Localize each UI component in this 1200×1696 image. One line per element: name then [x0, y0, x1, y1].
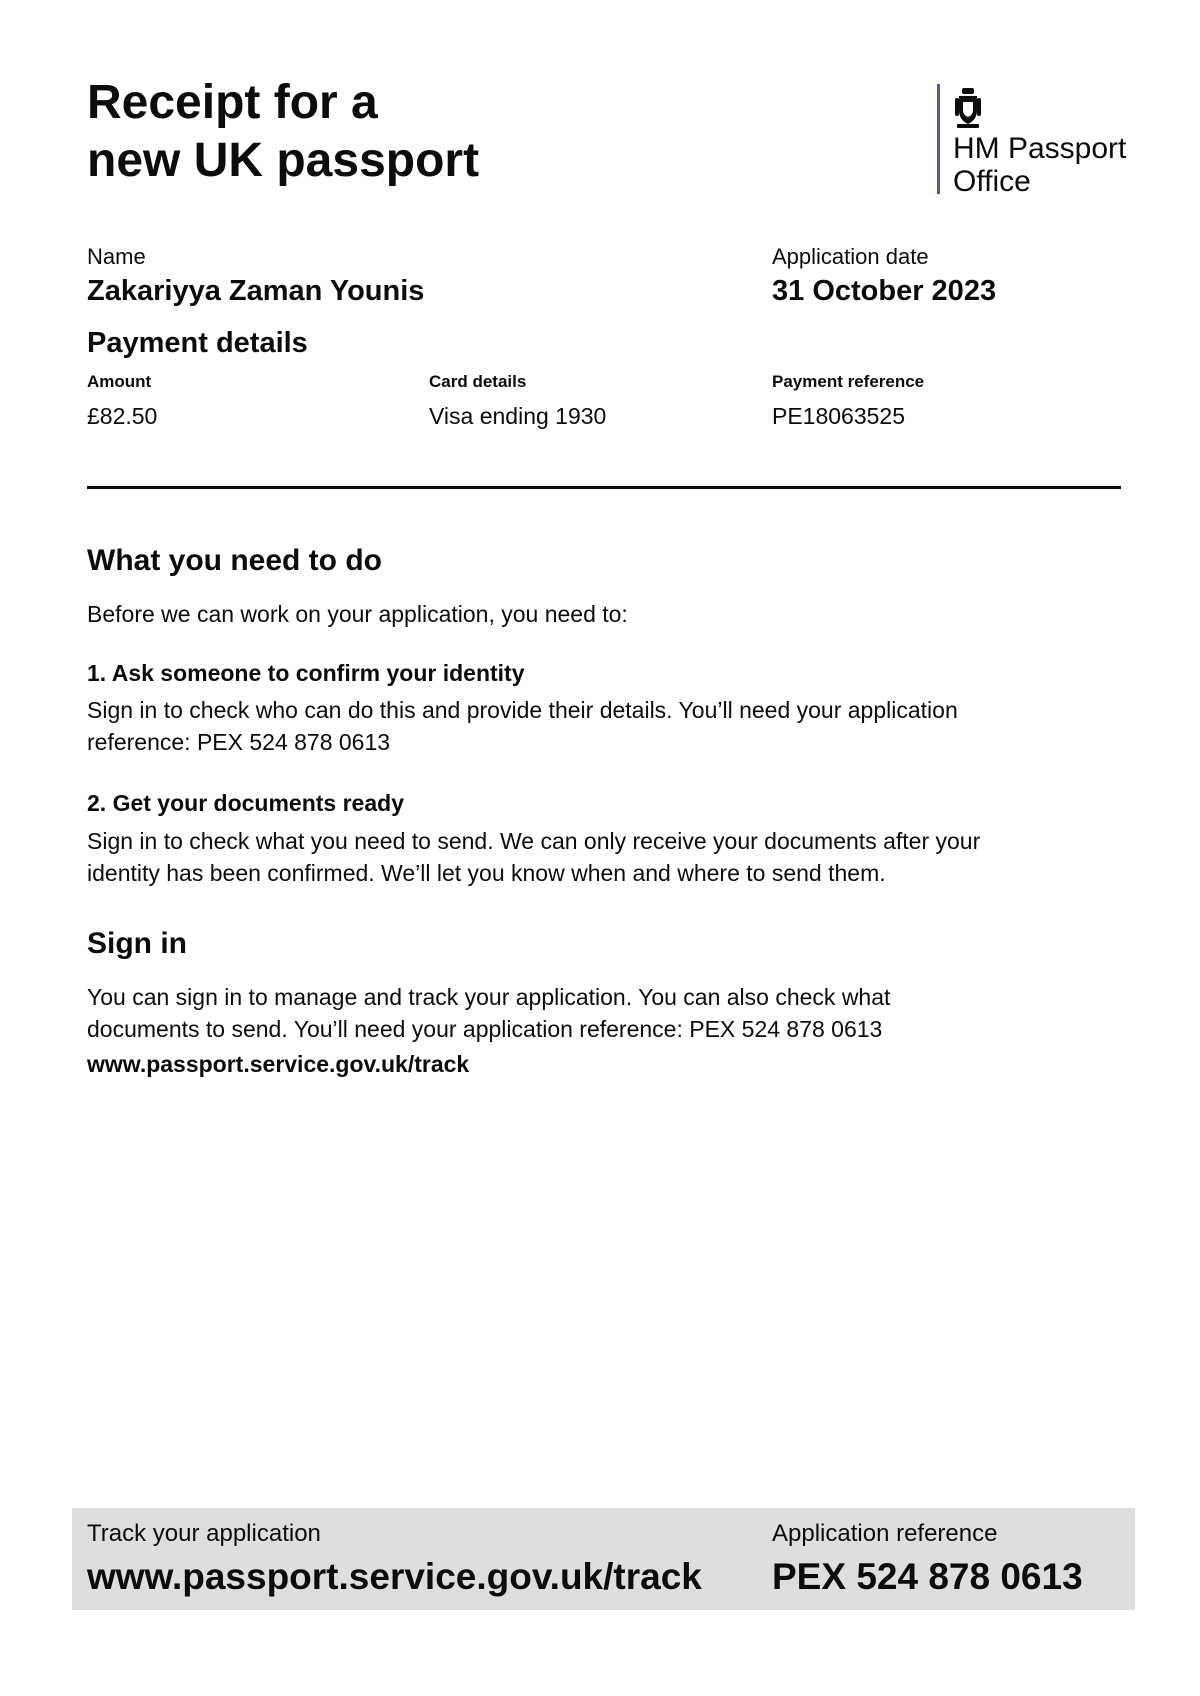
step-2-text: Sign in to check what you need to send. We can only receive your documents after your identity has been confirmed. We’ll let you know when and where to send them. — [87, 828, 981, 886]
sign-in-heading: Sign in — [87, 927, 187, 960]
logo-text — [953, 132, 1153, 198]
logo-line-2: Office — [953, 165, 1031, 198]
hm-passport-office-logo — [937, 84, 1127, 198]
card-details-value: Visa ending 1930 — [429, 403, 607, 429]
footer-track-link[interactable]: www.passport.service.gov.uk/track — [87, 1556, 702, 1597]
royal-crest-icon — [953, 86, 983, 130]
amount-label: Amount — [87, 372, 152, 391]
payment-reference-label: Payment reference — [772, 372, 925, 391]
track-your-application-label: Track your application — [87, 1520, 321, 1547]
step-1-heading: 1. Ask someone to confirm your identity — [87, 660, 525, 686]
step-1-text: Sign in to check who can do this and provide their details. You’ll need your application reference: PEX 524 878 0613 — [87, 697, 958, 755]
footer-band — [72, 1508, 1135, 1610]
amount-value: £82.50 — [87, 403, 158, 429]
payment-details-heading: Payment details — [87, 327, 308, 359]
sign-in-text: You can sign in to manage and track your application. You can also check what documents to send. You’ll need your application reference: PEX 524 878 0613 — [87, 984, 891, 1042]
title-line-2: new UK passport — [87, 134, 480, 187]
logo-line-1: HM Passport — [953, 132, 1127, 165]
section-divider — [87, 486, 1121, 489]
page-title — [87, 74, 687, 190]
payment-reference-value: PE18063525 — [772, 403, 906, 429]
what-you-need-to-do-heading: What you need to do — [87, 544, 382, 577]
name-label: Name — [87, 244, 146, 269]
track-link[interactable]: www.passport.service.gov.uk/track — [87, 1051, 470, 1077]
application-reference-label: Application reference — [772, 1520, 998, 1547]
application-date-label: Application date — [772, 244, 929, 269]
application-reference-value: PEX 524 878 0613 — [772, 1556, 1083, 1597]
applicant-name: Zakariyya Zaman Younis — [87, 275, 425, 307]
title-line-1: Receipt for a — [87, 76, 378, 129]
card-details-label: Card details — [429, 372, 527, 391]
step-2-heading: 2. Get your documents ready — [87, 790, 404, 816]
application-date: 31 October 2023 — [772, 275, 997, 307]
what-to-do-intro: Before we can work on your application, you need to: — [87, 601, 628, 627]
